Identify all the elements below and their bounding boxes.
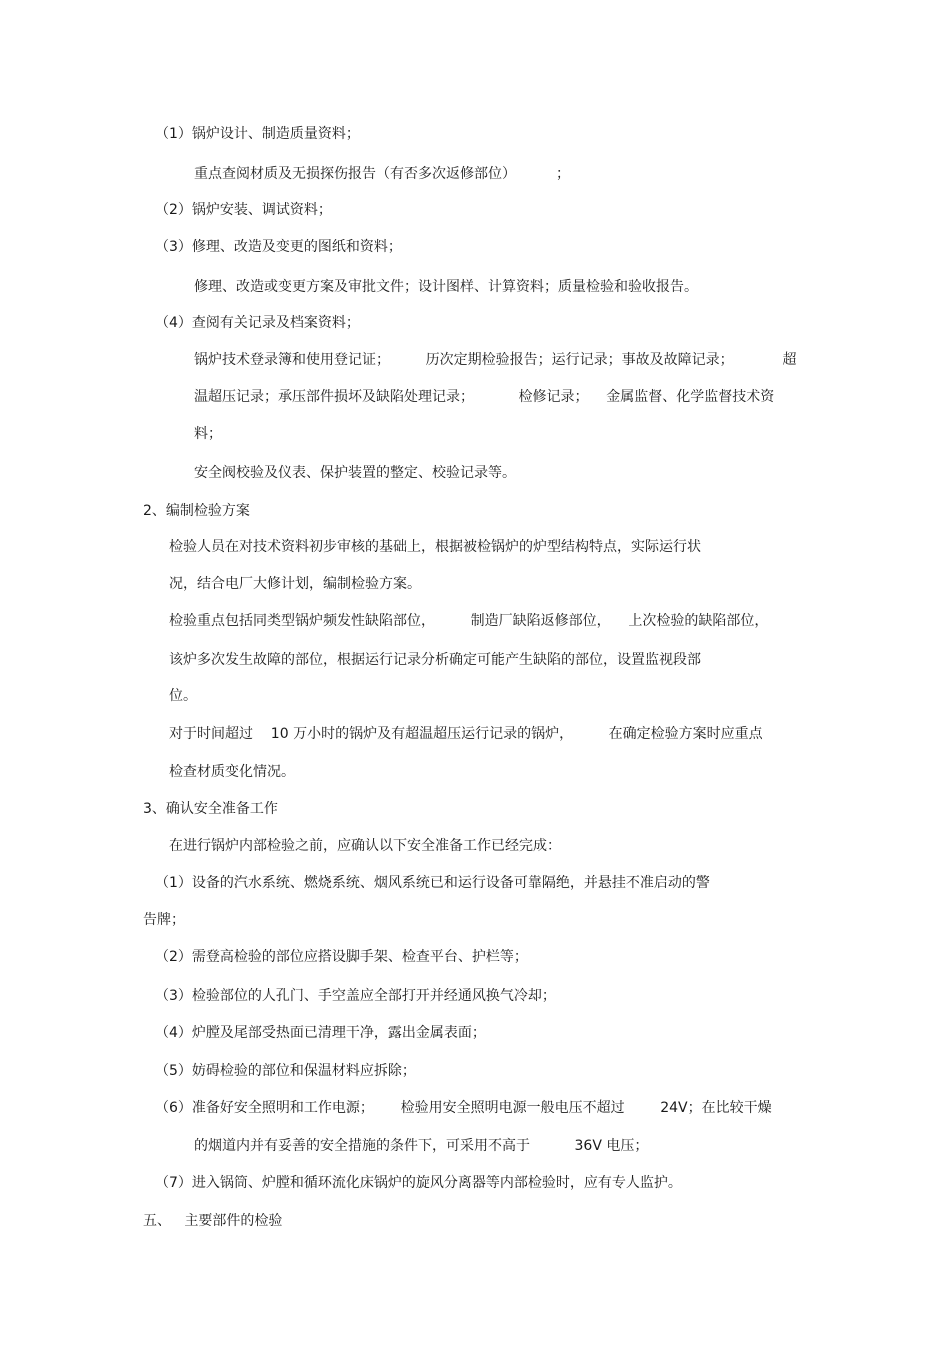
section-3-item-1-line-1: （1）设备的汽水系统、燃烧系统、烟风系统已和运行设备可靠隔绝，并悬挂不准启动的警 xyxy=(155,875,710,891)
section-5-heading: 五、 主要部件的检验 xyxy=(143,1213,283,1229)
item-1-detail: 重点查阅材质及无损探伤报告（有否多次返修部位） ； xyxy=(194,166,571,182)
item-2-heading: （2）锅炉安装、调试资料； xyxy=(155,202,332,218)
item-4-heading: （4）查阅有关记录及档案资料； xyxy=(155,315,360,331)
item-4-detail-line-1: 锅炉技术登录簿和使用登记证； 历次定期检验报告；运行记录；事故及故障记录； 超 xyxy=(194,352,797,368)
section-2-para-2-line-1: 检验重点包括同类型锅炉频发性缺陷部位， 制造厂缺陷返修部位， 上次检验的缺陷部位， xyxy=(169,613,769,629)
item-1-heading: （1）锅炉设计、制造质量资料； xyxy=(155,126,360,142)
section-2-para-3-line-2: 检查材质变化情况。 xyxy=(169,764,295,780)
item-4-detail-line-3: 料； xyxy=(194,426,222,442)
section-2-para-1-line-2: 况，结合电厂大修计划，编制检验方案。 xyxy=(169,576,421,592)
section-2-para-2-line-3: 位。 xyxy=(169,688,197,704)
section-3-item-2: （2）需登高检验的部位应搭设脚手架、检查平台、护栏等； xyxy=(155,949,528,965)
section-2-para-3-line-1: 对于时间超过 10 万小时的锅炉及有超温超压运行记录的锅炉， 在确定检验方案时应重点 xyxy=(169,726,763,742)
item-4-detail-line-2: 温超压记录；承压部件损坏及缺陷处理记录； 检修记录； 金属监督、化学监督技术资 xyxy=(194,389,775,405)
section-3-item-1-line-2: 告牌； xyxy=(143,912,185,928)
item-4-detail-line-4: 安全阀校验及仪表、保护装置的整定、校验记录等。 xyxy=(194,465,516,481)
item-3-heading: （3）修理、改造及变更的图纸和资料； xyxy=(155,239,402,255)
section-2-heading: 2、编制检验方案 xyxy=(143,503,250,519)
section-3-heading: 3、确认安全准备工作 xyxy=(143,801,278,817)
section-3-intro: 在进行锅炉内部检验之前，应确认以下安全准备工作已经完成： xyxy=(169,838,561,854)
section-3-item-4: （4）炉膛及尾部受热面已清理干净，露出金属表面； xyxy=(155,1025,486,1041)
section-2-para-2-line-2: 该炉多次发生故障的部位，根据运行记录分析确定可能产生缺陷的部位，设置监视段部 xyxy=(169,652,701,668)
section-3-item-3: （3）检验部位的人孔门、手空盖应全部打开并经通风换气冷却； xyxy=(155,988,556,1004)
item-3-detail: 修理、改造或变更方案及审批文件；设计图样、计算资料；质量检验和验收报告。 xyxy=(194,279,698,295)
section-2-para-1-line-1: 检验人员在对技术资料初步审核的基础上，根据被检锅炉的炉型结构特点，实际运行状 xyxy=(169,539,701,555)
section-3-item-6-line-1: （6）准备好安全照明和工作电源； 检验用安全照明电源一般电压不超过 24V；在比较干燥 xyxy=(155,1100,772,1116)
section-3-item-5: （5）妨碍检验的部位和保温材料应拆除； xyxy=(155,1063,416,1079)
section-3-item-6-line-2: 的烟道内并有妥善的安全措施的条件下，可采用不高于 36V 电压； xyxy=(194,1138,649,1154)
section-3-item-7: （7）进入锅筒、炉膛和循环流化床锅炉的旋风分离器等内部检验时，应有专人监护。 xyxy=(155,1175,682,1191)
